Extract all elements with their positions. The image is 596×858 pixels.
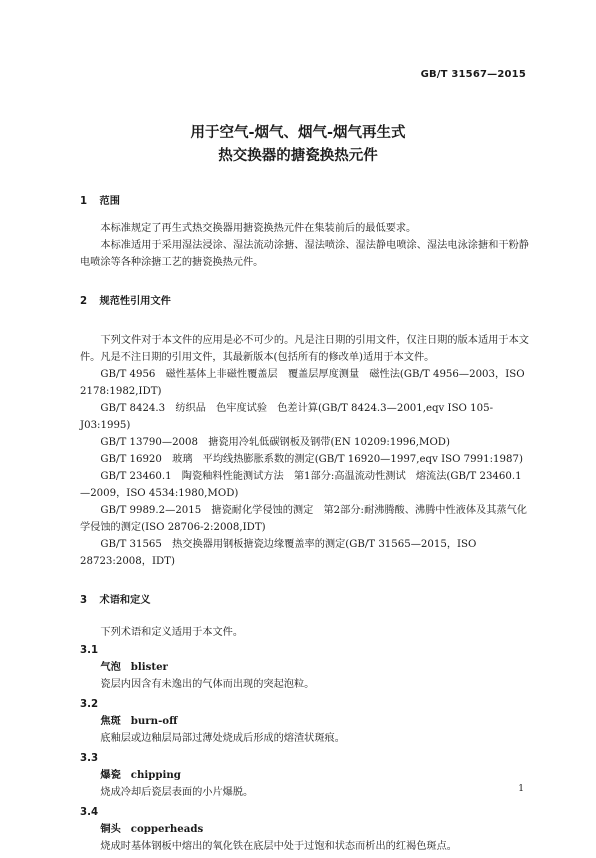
- term-definition: 底釉层或边釉层局部过薄处烧成后形成的熔渣状斑痕。: [100, 733, 345, 744]
- term-zh: 气泡: [100, 662, 121, 673]
- term-number: 3.3: [80, 753, 99, 764]
- term-number: 3.4: [80, 807, 99, 818]
- term-en: burn-off: [130, 715, 178, 727]
- reference-item: GB/T 4956 磁性基体上非磁性覆盖层 覆盖层厚度测量 磁性法(GB/T 4956—2003，ISO 2178:1982,IDT): [80, 369, 525, 397]
- term-en: blister: [130, 661, 168, 673]
- term-definition: 烧成时基体钢板中熔出的氧化铁在底层中处于过饱和状态而析出的红褐色斑点。: [100, 841, 457, 852]
- document-body: [80, 193, 529, 858]
- reference-item: GB/T 16920 玻璃 平均线热膨胀系数的测定(GB/T 16920—1997,eqv ISO 7991:1987): [100, 454, 523, 465]
- term-definition: 瓷层内因含有未逸出的气体而出现的突起泡粒。: [100, 679, 315, 690]
- scope-paragraph-1: 本标准规定了再生式热交换器用搪瓷换热元件在集装前后的最低要求。: [100, 223, 417, 234]
- title-line-2: 热交换器的搪瓷换热元件: [218, 148, 378, 164]
- document-title: [0, 122, 596, 168]
- term-number: 3.2: [80, 699, 99, 710]
- section-title: 范围: [99, 196, 120, 207]
- term-entry: [80, 659, 529, 676]
- term-zh: 爆瓷: [100, 770, 121, 781]
- reference-item: GB/T 8424.3 纺织品 色牢度试验 色差计算(GB/T 8424.3—2001,eqv ISO 105-J03:1995): [80, 403, 494, 431]
- references-intro: 下列文件对于本文件的应用是必不可少的。凡是注日期的引用文件，仅注日期的版本适用于本文件。凡是不注日期的引用文件，其最新版本(包括所有的修改单)适用于本文件。: [80, 335, 529, 363]
- reference-item: GB/T 23460.1 陶瓷釉料性能测试方法 第1部分:高温流动性测试 熔流法(GB/T 23460.1—2009，ISO 4534:1980,MOD): [80, 471, 522, 499]
- section-title: 术语和定义: [99, 595, 151, 606]
- section-number: 3: [80, 595, 88, 606]
- term-definition: 烧成冷却后瓷层表面的小片爆脱。: [100, 787, 254, 798]
- section-title: 规范性引用文件: [99, 296, 171, 307]
- terms-intro: 下列术语和定义适用于本文件。: [100, 627, 244, 638]
- term-zh: 焦斑: [100, 716, 121, 727]
- section-3-heading: [80, 592, 529, 609]
- standard-code: GB/T 31567—2015: [420, 69, 526, 80]
- reference-item: GB/T 13790—2008 搪瓷用冷轧低碳钢板及钢带(EN 10209:1996,MOD): [100, 437, 450, 448]
- section-1-heading: [80, 193, 529, 210]
- term-entry: [80, 713, 529, 730]
- section-number: 1: [80, 196, 88, 207]
- section-number: 2: [80, 296, 88, 307]
- term-number: 3.1: [80, 645, 99, 656]
- title-line-1: 用于空气-烟气、烟气-烟气再生式: [190, 125, 406, 141]
- term-entry: [80, 767, 529, 784]
- reference-item: GB/T 9989.2—2015 搪瓷耐化学侵蚀的测定 第2部分:耐沸腾酸、沸腾中性液体及其蒸气化学侵蚀的测定(ISO 28706-2:2008,IDT): [80, 505, 527, 533]
- reference-item: GB/T 31565 热交换器用钢板搪瓷边缘覆盖率的测定(GB/T 31565—2015，ISO 28723:2008，IDT): [80, 539, 477, 567]
- section-2-heading: [80, 293, 529, 310]
- term-zh: 铜头: [100, 824, 121, 835]
- page-number: 1: [518, 784, 524, 794]
- scope-paragraph-2: 本标准适用于采用湿法浸涂、湿法流动涂搪、湿法喷涂、湿法静电喷涂、湿法电泳涂搪和干粉静电喷涂等各种涂搪工艺的搪瓷换热元件。: [80, 240, 529, 268]
- term-entry: [80, 821, 529, 838]
- term-en: copperheads: [130, 823, 204, 835]
- term-en: chipping: [130, 769, 181, 781]
